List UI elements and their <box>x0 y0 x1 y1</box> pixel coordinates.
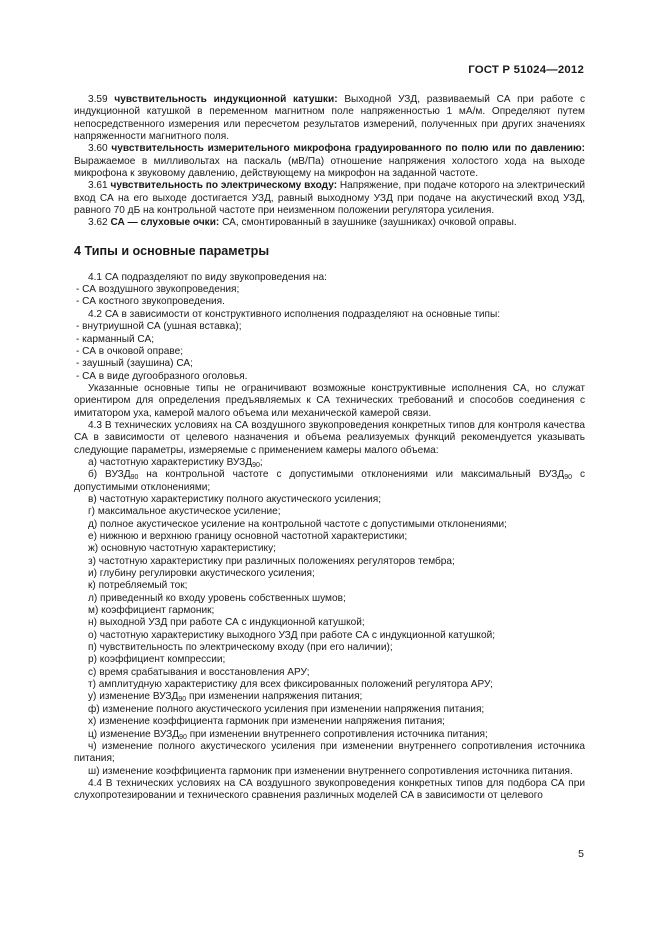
clause-4-1: 4.1 СА подразделяют по виду звукопроведения на: <box>88 271 327 283</box>
clause-4-4: 4.4 В технических условиях на СА воздушного звукопроведения конкретных типов для подбора СА при слухопротезировании и технического сравнения различных моделей СА в зависимости от целевого <box>74 777 585 802</box>
list-item: ф) изменение полного акустического усиления при изменении напряжения питания; <box>88 703 485 715</box>
list-item: с) время срабатывания и восстановления АРУ; <box>88 666 310 678</box>
list-item: х) изменение коэффициента гармоник при изменении напряжения питания; <box>88 716 445 728</box>
clause-4-2: 4.2 СА в зависимости от конструктивного исполнения подразделяют на основные типы: <box>88 308 501 320</box>
list-item: ш) изменение коэффициента гармоник при изменении внутреннего сопротивления источника питания. <box>88 765 573 777</box>
definition-3-61: 3.61 чувствительность по электрическому входу: Напряжение, при подаче которого на электрический вход СА на его выходе достигается УЗД, равный выходному УЗД при подаче на акустический вход УЗД, равного 70 дБ на контрольной частоте при неизменном положении регулятора усиления. <box>74 180 586 217</box>
list-item: ж) основную частотную характеристику; <box>88 543 276 555</box>
list-item: з) частотную характеристику при различных положениях регуляторов тембра; <box>88 555 455 567</box>
list-item: г) максимальное акустическое усиление; <box>88 506 281 518</box>
list-item: - СА воздушного звукопроведения; <box>76 284 240 296</box>
term: СА — слуховые очки: <box>110 217 220 229</box>
list-item: д) полное акустическое усиление на контрольной частоте с допустимыми отклонениями; <box>88 518 507 530</box>
section-heading: 4 Типы и основные параметры <box>74 243 270 258</box>
list-item: а) частотную характеристику $ВУЗД_{90}$; <box>88 456 263 469</box>
term: чувствительность по электрическому входу: <box>110 180 338 192</box>
definition-3-59: 3.59 чувствительность индукционной катушки: Выходной УЗД, развиваемый СА при работе с индукционной катушкой в переменном магнитном поле напряженностью 1 мА/м. Определяют путем непосредственного измерения или пересчетом результатов измерений, полученных при других значениях напряженности магнитного поля. <box>74 94 585 143</box>
document-body <box>74 94 585 803</box>
list-item: ч) изменение полного акустического усиления при изменении внутреннего сопротивления источника питания; <box>74 740 585 765</box>
list-item: ц) изменение $ВУЗД_{90}$ при изменении внутреннего сопротивления источника питания; <box>88 728 488 741</box>
list-item: - карманный СА; <box>76 333 155 345</box>
list-item: - СА в очковой оправе; <box>76 345 184 357</box>
list-item: о) частотную характеристику выходного УЗД при работе СА с индукционной катушкой; <box>88 629 496 641</box>
list-item: у) изменение $ВУЗД_{90}$ при изменении напряжения питания; <box>88 691 363 704</box>
term: чувствительность измерительного микрофона градуированного по полю или по давлению: <box>111 143 585 155</box>
list-item: л) приведенный ко входу уровень собственных шумов; <box>88 592 346 604</box>
list-item: т) амплитудную характеристику для всех фиксированных положений регулятора АРУ; <box>88 679 493 691</box>
definition-3-60: 3.60 чувствительность измерительного микрофона градуированного по полю или по давлению: Выражаемое в милливольтах на паскаль (мВ/Па) отношение напряжения холостого хода на выходе микрофона к звуковому давлению, действующему на микрофон на заданной частоте. <box>74 143 585 180</box>
list-item: - СА костного звукопроведения. <box>76 296 225 308</box>
list-item: и) глубину регулировки акустического усиления; <box>88 568 315 580</box>
list-item: - заушный (заушина) СА; <box>76 358 193 370</box>
list-item: е) нижнюю и верхнюю границу основной частотной характеристики; <box>88 531 408 542</box>
list-item: - СА в виде дугообразного оголовья. <box>76 370 248 382</box>
term: чувствительность индукционной катушки: <box>114 94 338 105</box>
document-header: ГОСТ Р 51024—2012 <box>468 64 584 76</box>
list-item: в) частотную характеристику полного акустического усиления; <box>88 493 382 505</box>
clause-4-2-note: Указанные основные типы не ограничивают возможные конструктивные исполнения СА, но служат ориентиром для определения предъявляемых к СА технических требований и способов соединения с имитатором уха, камерой малого объема или механической камерой связи. <box>74 382 585 419</box>
definition-3-62: 3.62 СА — слуховые очки: СА, смонтированный в заушнике (заушниках) очковой оправы. <box>88 217 517 229</box>
list-item: н) выходной УЗД при работе СА с индукционной катушкой; <box>88 617 365 629</box>
list-item: б) $ВУЗД_{90}$ на контрольной частоте с допустимыми отклонениями или максимальный $ВУЗД_{90}$ с допустимыми отклонениями; <box>74 469 586 493</box>
list-item: м) коэффициент гармоник; <box>88 605 215 617</box>
list-item: п) чувствительность по электрическому входу (при его наличии); <box>88 642 393 654</box>
list-item: к) потребляемый ток; <box>88 580 188 592</box>
clause-4-3: 4.3 В технических условиях на СА воздушного звукопроведения конкретных типов для контроля качества СА в зависимости от целевого назначения и объема реализуемых функций рекомендуется указывать следующие параметры, измеряемые с применением камеры малого объема: <box>74 419 585 456</box>
list-item: - внутриушной СА (ушная вставка); <box>76 321 242 333</box>
page-number: 5 <box>578 848 584 860</box>
list-item: р) коэффициент компрессии; <box>88 654 226 666</box>
